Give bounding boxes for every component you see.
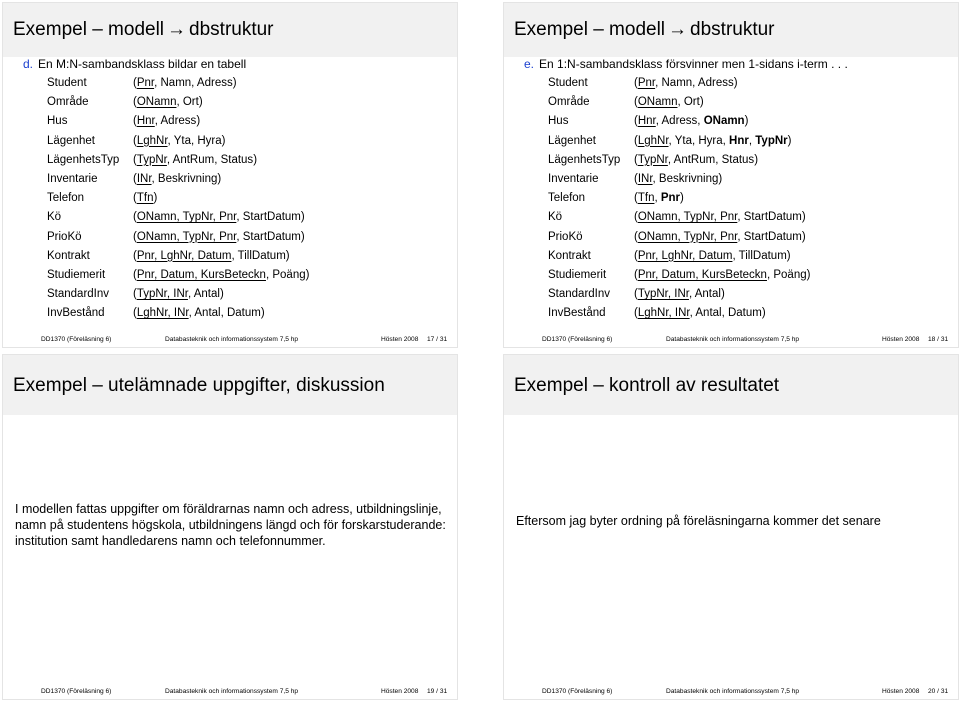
foreign-key: TypNr xyxy=(755,134,788,147)
slide-title-bar xyxy=(3,3,457,57)
relation-attributes: (ONamn, TypNr, Pnr, StartDatum) xyxy=(634,211,806,224)
relation-name: Student xyxy=(548,77,588,89)
title-text: Exempel – modell xyxy=(514,19,666,40)
relation-name: Kö xyxy=(548,211,563,224)
relation-name: InvBestånd xyxy=(47,307,105,320)
slide-18 xyxy=(503,2,959,348)
relation-name: Kontrakt xyxy=(47,249,90,262)
footer-page-number: 17 / 31 xyxy=(427,336,448,343)
relation-name: LägenhetsTyp xyxy=(548,153,621,166)
footer-title: Databasteknik och informationssystem 7,5 hp xyxy=(165,336,299,343)
attribute-text: , xyxy=(654,192,661,205)
relation-attributes: (TypNr, INr, Antal) xyxy=(133,288,224,301)
relation-attributes: (Pnr, LghNr, Datum, TillDatum) xyxy=(133,249,290,262)
primary-key: Pnr, Datum, KursBeteckn xyxy=(136,268,266,281)
primary-key: Tfn xyxy=(136,192,154,205)
slide-title xyxy=(13,19,274,40)
relation-name: Telefon xyxy=(548,192,586,205)
relation-name: Kontrakt xyxy=(548,249,591,262)
relation-row xyxy=(47,112,447,131)
attribute-text: , Poäng xyxy=(265,268,306,281)
slide-footer xyxy=(504,685,958,699)
relation-row xyxy=(47,304,447,323)
slide-title-bar xyxy=(504,355,958,415)
relation-attributes: (Hnr, Adress) xyxy=(133,115,201,128)
right-arrow-icon: → xyxy=(668,19,688,40)
primary-key: INr xyxy=(136,172,152,185)
attribute-text: , TillDatum xyxy=(231,249,286,262)
attribute-text: , Namn, Adress xyxy=(154,77,233,89)
relation-row xyxy=(47,170,447,189)
title-text: Exempel – modell xyxy=(13,19,165,40)
footer-course: DD1370 (Föreläsning 6) xyxy=(542,336,613,343)
attribute-text: , StartDatum xyxy=(737,211,802,224)
attribute-text: , AntRum, Status xyxy=(667,153,755,166)
relation-attributes: (Pnr, LghNr, Datum, TillDatum) xyxy=(634,249,791,262)
primary-key: LghNr, INr xyxy=(136,307,189,320)
relation-name: PrioKö xyxy=(47,230,82,243)
relation-attributes: (ONamn, TypNr, Pnr, StartDatum) xyxy=(133,230,305,243)
primary-key: ONamn, TypNr, Pnr xyxy=(637,211,738,224)
footer-term: Hösten 2008 xyxy=(882,688,920,695)
attribute-text: , Ort xyxy=(176,96,199,109)
relation-row xyxy=(47,247,447,266)
relation-name: Inventarie xyxy=(548,172,599,185)
attribute-text: , Yta, Hyra xyxy=(167,134,222,147)
relation-attributes: (LghNr, Yta, Hyra) xyxy=(133,134,226,147)
relation-name: Student xyxy=(47,77,87,89)
relation-attributes: (TypNr, AntRum, Status) xyxy=(634,153,759,166)
relation-attributes: (TypNr, AntRum, Status) xyxy=(133,153,258,166)
attribute-text: , Poäng xyxy=(766,268,807,281)
primary-key: LghNr xyxy=(637,134,669,147)
footer-term: Hösten 2008 xyxy=(381,688,419,695)
relation-name: Studiemerit xyxy=(47,268,106,281)
relation-name: Lägenhet xyxy=(47,134,95,147)
footer-term: Hösten 2008 xyxy=(381,336,419,343)
foreign-key: ONamn xyxy=(703,115,745,128)
primary-key: TypNr, INr xyxy=(136,288,188,301)
attribute-text: , StartDatum xyxy=(236,211,301,224)
primary-key: ONamn, TypNr, Pnr xyxy=(136,211,237,224)
primary-key: LghNr, INr xyxy=(637,307,690,320)
footer-page-number: 20 / 31 xyxy=(928,688,949,695)
relation-row xyxy=(548,170,948,189)
slide-title: Exempel – kontroll av resultatet xyxy=(514,375,780,396)
foreign-key: Hnr xyxy=(729,134,749,147)
primary-key: Pnr xyxy=(136,77,155,89)
relation-name: Telefon xyxy=(47,192,85,205)
slide-title: Exempel – utelämnade uppgifter, diskussion xyxy=(13,375,385,396)
relation-name: InvBestånd xyxy=(548,307,606,320)
relation-name: StandardInv xyxy=(47,288,110,301)
relation-row xyxy=(47,93,447,112)
primary-key: Pnr xyxy=(637,77,656,89)
primary-key: Hnr xyxy=(136,115,155,128)
relation-row xyxy=(47,132,447,151)
relation-name: PrioKö xyxy=(548,230,583,243)
relation-name: LägenhetsTyp xyxy=(47,153,120,166)
relation-attributes: (ONamn, Ort) xyxy=(133,96,203,109)
footer-course: DD1370 (Föreläsning 6) xyxy=(41,336,112,343)
relation-row xyxy=(548,208,948,227)
relation-name: Hus xyxy=(548,115,569,128)
relation-attributes: (Pnr, Datum, KursBeteckn, Poäng) xyxy=(133,268,310,281)
intro-text: En 1:N-sambandsklass försvinner men 1-sidans i-term . . . xyxy=(539,57,848,71)
primary-key: TypNr, INr xyxy=(637,288,689,301)
foreign-key: Pnr xyxy=(660,192,681,205)
relation-row xyxy=(47,285,447,304)
primary-key: Pnr, LghNr, Datum xyxy=(637,249,733,262)
relation-row xyxy=(548,74,948,93)
relation-attributes: (Tfn) xyxy=(133,192,158,205)
relation-row xyxy=(548,228,948,247)
relation-attributes: (ONamn, TypNr, Pnr, StartDatum) xyxy=(634,230,806,243)
relation-name: Hus xyxy=(47,115,68,128)
relation-name: Lägenhet xyxy=(548,134,596,147)
primary-key: Hnr xyxy=(637,115,656,128)
relation-attributes: (Pnr, Namn, Adress) xyxy=(133,77,237,89)
footer-title: Databasteknik och informationssystem 7,5 hp xyxy=(666,688,800,695)
relation-row xyxy=(47,189,447,208)
primary-key: TypNr xyxy=(136,153,167,166)
primary-key: Tfn xyxy=(637,192,655,205)
attribute-text: , Adress, xyxy=(655,115,704,128)
relation-attributes: (Pnr, Datum, KursBeteckn, Poäng) xyxy=(634,268,811,281)
relation-row xyxy=(47,208,447,227)
slide-title xyxy=(514,19,775,40)
slide-body-text: I modellen fattas uppgifter om föräldrarnas namn och adress, utbildningslinje, namn på studentens högskola, utbildningens längd och för forskarstuderande: institution samt handledarens namn och telefonnummer. xyxy=(15,502,446,548)
attribute-text: , Antal xyxy=(688,288,721,301)
primary-key: Pnr, LghNr, Datum xyxy=(136,249,232,262)
relation-attributes: (LghNr, INr, Antal, Datum) xyxy=(634,307,766,320)
relation-attributes: (ONamn, TypNr, Pnr, StartDatum) xyxy=(133,211,305,224)
slide-body-text: Eftersom jag byter ordning på föreläsningarna kommer det senare xyxy=(516,514,881,528)
attribute-text: , TillDatum xyxy=(732,249,787,262)
intro-line xyxy=(524,57,848,71)
footer-title: Databasteknik och informationssystem 7,5 hp xyxy=(165,688,299,695)
relation-list xyxy=(548,74,948,323)
relation-row xyxy=(548,112,948,131)
relation-name: Område xyxy=(47,96,89,109)
right-arrow-icon: → xyxy=(167,19,187,40)
relation-attributes: (TypNr, INr, Antal) xyxy=(634,288,725,301)
primary-key: INr xyxy=(637,172,653,185)
attribute-text: , xyxy=(748,134,756,147)
attribute-text: , StartDatum xyxy=(236,230,301,243)
attribute-text: , Antal, Datum xyxy=(188,307,261,320)
relation-attributes: (Hnr, Adress, ONamn) xyxy=(634,115,749,128)
primary-key: TypNr xyxy=(637,153,668,166)
relation-row xyxy=(548,304,948,323)
relation-attributes: (LghNr, Yta, Hyra, Hnr, TypNr) xyxy=(634,134,792,147)
title-text: dbstruktur xyxy=(690,19,775,40)
attribute-text: , StartDatum xyxy=(737,230,802,243)
relation-attributes: (Pnr, Namn, Adress) xyxy=(634,77,738,89)
primary-key: ONamn xyxy=(637,96,678,109)
relation-row xyxy=(47,74,447,93)
attribute-text: , Yta, Hyra, xyxy=(668,134,730,147)
slide-title-bar xyxy=(3,355,457,415)
primary-key: ONamn xyxy=(136,96,177,109)
relation-row xyxy=(548,266,948,285)
footer-course: DD1370 (Föreläsning 6) xyxy=(41,688,112,695)
slide-19 xyxy=(2,354,458,700)
attribute-text: , Antal, Datum xyxy=(689,307,762,320)
slide-17 xyxy=(2,2,458,348)
relation-name: Område xyxy=(548,96,590,109)
relation-name: Studiemerit xyxy=(548,268,607,281)
attribute-text: , Ort xyxy=(677,96,700,109)
slide-footer xyxy=(504,333,958,347)
slide-20 xyxy=(503,354,959,700)
footer-page-number: 19 / 31 xyxy=(427,688,448,695)
relation-attributes: (ONamn, Ort) xyxy=(634,96,704,109)
relation-attributes: (Tfn, Pnr) xyxy=(634,192,684,205)
relation-row xyxy=(548,285,948,304)
primary-key: ONamn, TypNr, Pnr xyxy=(637,230,738,243)
title-text: dbstruktur xyxy=(189,19,274,40)
relation-name: Inventarie xyxy=(47,172,98,185)
list-marker: e. xyxy=(524,57,535,71)
footer-page-number: 18 / 31 xyxy=(928,336,949,343)
relation-row xyxy=(47,228,447,247)
relation-row xyxy=(548,93,948,112)
relation-name: Kö xyxy=(47,211,62,224)
relation-attributes: (INr, Beskrivning) xyxy=(634,172,723,185)
attribute-text: , Antal xyxy=(187,288,220,301)
relation-row xyxy=(548,132,948,151)
attribute-text: , AntRum, Status xyxy=(166,153,254,166)
primary-key: Pnr, Datum, KursBeteckn xyxy=(637,268,767,281)
relation-row xyxy=(47,151,447,170)
footer-title: Databasteknik och informationssystem 7,5 hp xyxy=(666,336,800,343)
relation-row xyxy=(548,151,948,170)
slide-footer xyxy=(3,333,457,347)
primary-key: ONamn, TypNr, Pnr xyxy=(136,230,237,243)
attribute-text: , Namn, Adress xyxy=(655,77,734,89)
slide-footer xyxy=(3,685,457,699)
relation-row xyxy=(548,247,948,266)
slide-title-bar xyxy=(504,3,958,57)
intro-line xyxy=(23,57,246,71)
attribute-text: , Beskrivning xyxy=(151,172,218,185)
footer-course: DD1370 (Föreläsning 6) xyxy=(542,688,613,695)
relation-attributes: (LghNr, INr, Antal, Datum) xyxy=(133,307,265,320)
primary-key: LghNr xyxy=(136,134,168,147)
relation-name: StandardInv xyxy=(548,288,611,301)
footer-term: Hösten 2008 xyxy=(882,336,920,343)
relation-list xyxy=(47,74,447,323)
relation-row xyxy=(47,266,447,285)
list-marker: d. xyxy=(23,57,34,71)
relation-attributes: (INr, Beskrivning) xyxy=(133,172,222,185)
attribute-text: , Beskrivning xyxy=(652,172,719,185)
attribute-text: , Adress xyxy=(154,115,197,128)
intro-text: En M:N-sambandsklass bildar en tabell xyxy=(38,57,247,71)
relation-row xyxy=(548,189,948,208)
